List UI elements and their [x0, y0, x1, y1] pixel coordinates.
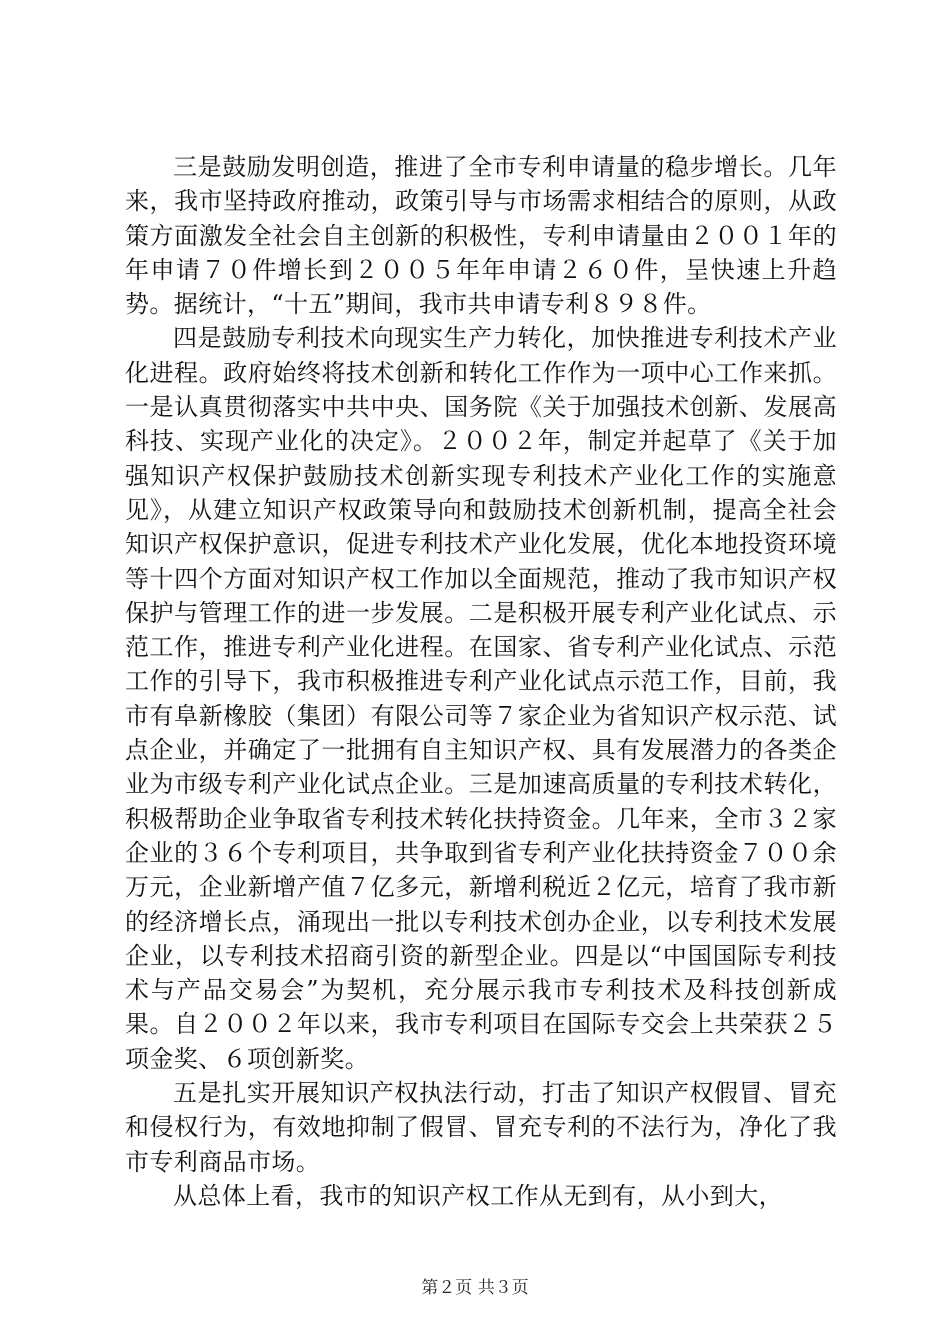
document-body [125, 150, 837, 1213]
paragraph-patent-industrialization: 四是鼓励专利技术向现实生产力转化，加快推进专利技术产业化进程。政府始终将技术创新和转化工作作为一项中心工作来抓。一是认真贯彻落实中共中央、国务院《关于加强技术创新、发展高科技、实现产业化的决定》。２００２年，制定并起草了《关于加强知识产权保护鼓励技术创新实现专利技术产业化工作的实施意见》，从建立知识产权政策导向和鼓励技术创新机制，提高全社会知识产权保护意识，促进专利技术产业化发展，优化本地投资环境等十四个方面对知识产权工作加以全面规范，推动了我市知识产权保护与管理工作的进一步发展。二是积极开展专利产业化试点、示范工作，推进专利产业化进程。在国家、省专利产业化试点、示范工作的引导下，我市积极推进专利产业化试点示范工作，目前，我市有阜新橡胶（集团）有限公司等７家企业为省知识产权示范、试点企业，并确定了一批拥有自主知识产权、具有发展潜力的各类企业为市级专利产业化试点企业。三是加速高质量的专利技术转化，积极帮助企业争取省专利技术转化扶持资金。几年来，全市３２家企业的３６个专利项目，共争取到省专利产业化扶持资金７００余万元，企业新增产值７亿多元，新增利税近２亿元，培育了我市新的经济增长点，涌现出一批以专利技术创办企业，以专利技术发展企业，以专利技术招商引资的新型企业。四是以“中国国际专利技术与产品交易会”为契机，充分展示我市专利技术及科技创新成果。自２００２年以来，我市专利项目在国际专交会上共荣获２５项金奖、６项创新奖。 [125, 324, 837, 1073]
page-number-footer: 第２页 共３页 [421, 1278, 529, 1298]
paragraph-enforcement: 五是扎实开展知识产权执法行动，打击了知识产权假冒、冒充和侵权行为，有效地抑制了假冒、冒充专利的不法行为，净化了我市专利商品市场。 [125, 1079, 837, 1176]
paragraph-patent-applications: 三是鼓励发明创造，推进了全市专利申请量的稳步增长。几年来，我市坚持政府推动，政策引导与市场需求相结合的原则，从政策方面激发全社会自主创新的积极性，专利申请量由２００１年的年申请７０件增长到２００５年年申请２６０件，呈快速上升趋势。据统计，“十五”期间，我市共申请专利８９８件。 [125, 153, 837, 319]
paragraph-overall: 从总体上看，我市的知识产权工作从无到有，从小到大， [173, 1181, 783, 1210]
